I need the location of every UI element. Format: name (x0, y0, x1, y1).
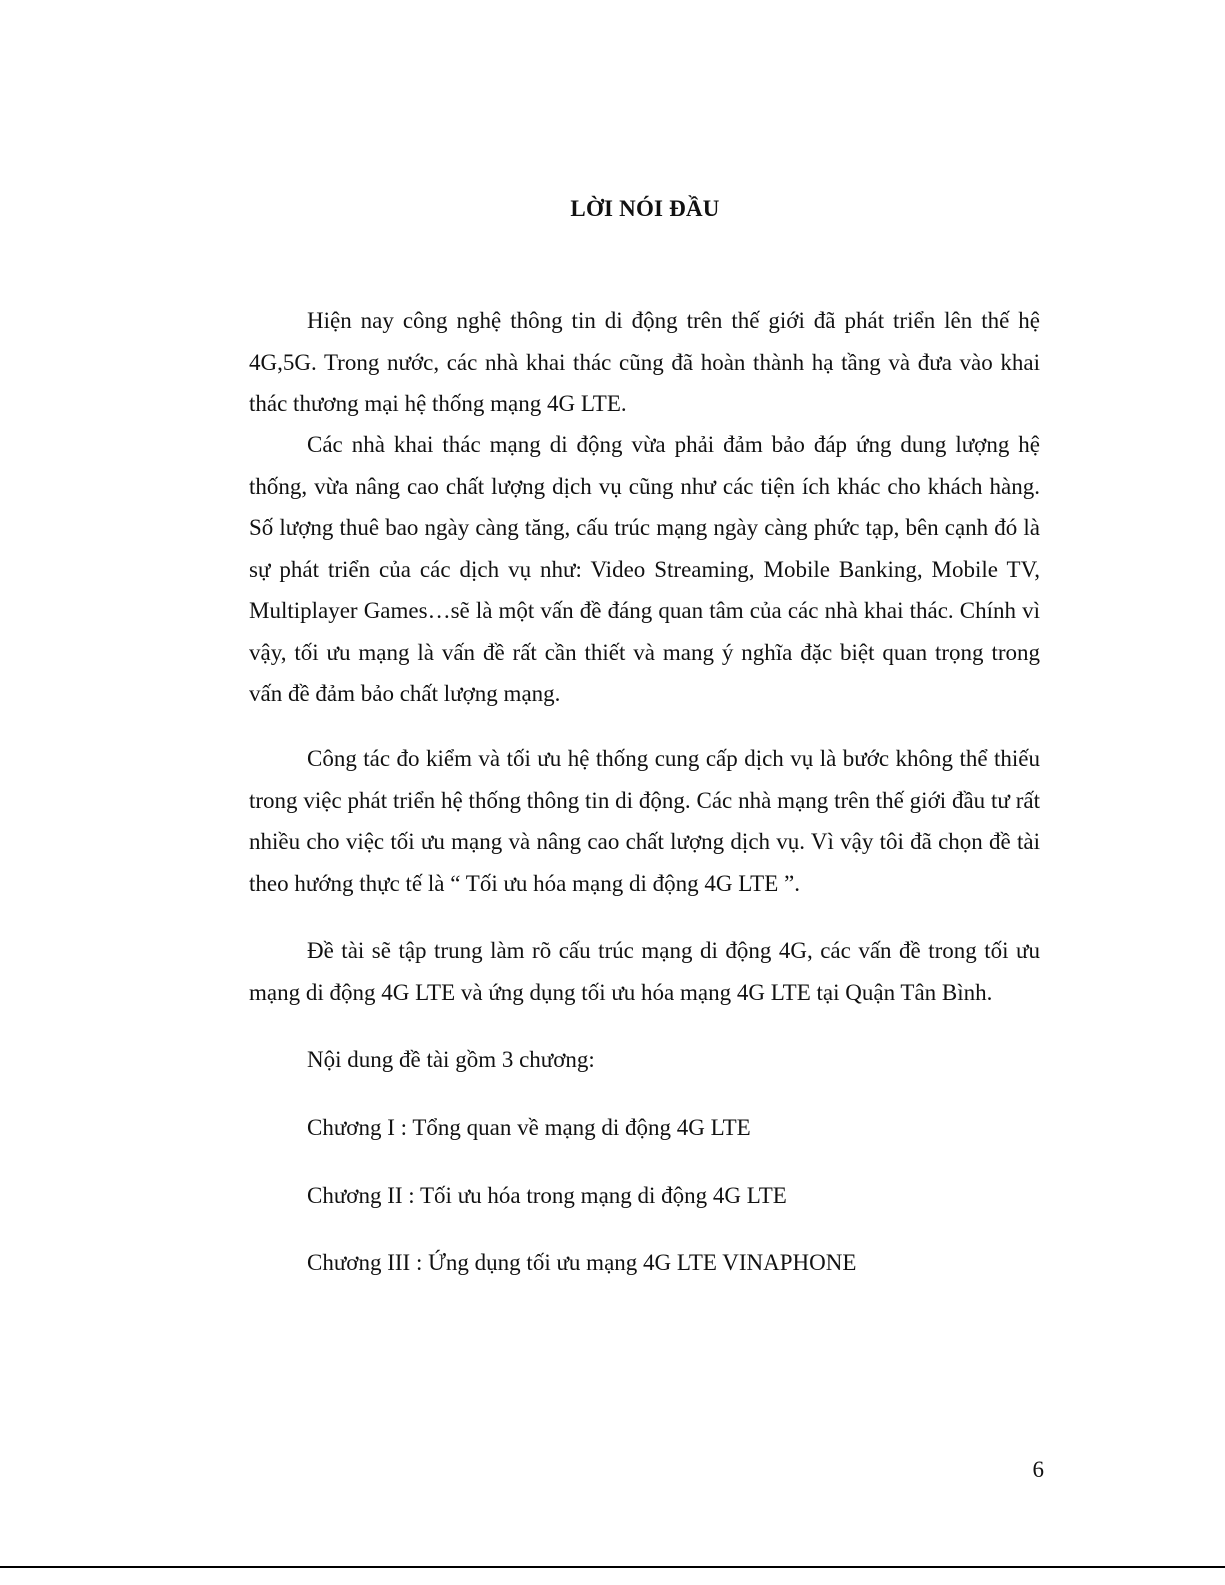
paragraph-intro (249, 300, 1040, 425)
contents-intro: Nội dung đề tài gồm 3 chương: (307, 1047, 595, 1072)
paragraph-testing (249, 738, 1040, 904)
chapter-1: Chương I : Tổng quan về mạng di động 4G LTE (307, 1115, 751, 1140)
paragraph-operators (249, 424, 1040, 715)
paragraph-text: Đề tài sẽ tập trung làm rõ cấu trúc mạng di động 4G, các vấn đề trong tối ưu mạng di động 4G LTE và ứng dụng tối ưu hóa mạng 4G LTE tại Quận Tân Bình. (249, 938, 1040, 1005)
page-number: 6 (1032, 1457, 1044, 1482)
paragraph-text: Hiện nay công nghệ thông tin di động trên thế giới đã phát triển lên thế hệ 4G,5G. Trong nước, các nhà khai thác cũng đã hoàn thành hạ tầng và đưa vào khai thác thương mại hệ thống mạng 4G LTE. (249, 308, 1040, 416)
paragraph-topic (249, 930, 1040, 1013)
chapter-3: Chương III : Ứng dụng tối ưu mạng 4G LTE VINAPHONE (307, 1250, 857, 1275)
chapter-2: Chương II : Tối ưu hóa trong mạng di động 4G LTE (307, 1183, 787, 1208)
paragraph-text: Các nhà khai thác mạng di động vừa phải đảm bảo đáp ứng dung lượng hệ thống, vừa nâng cao chất lượng dịch vụ cũng như các tiện ích khác cho khách hàng. Số lượng thuê bao ngày càng tăng, cấu trúc mạng ngày càng phức tạp, bên cạnh đó là sự phát triển của các dịch vụ như: Video Streaming, Mobile Banking, Mobile TV, Multiplayer Games…sẽ là một vấn đề đáng quan tâm của các nhà khai thác. Chính vì vậy, tối ưu mạng là vấn đề rất cần thiết và mang ý nghĩa đặc biệt quan trọng trong vấn đề đảm bảo chất lượng mạng. (249, 432, 1040, 706)
page-title: LỜI NÓI ĐẦU (570, 196, 720, 221)
paragraph-text: Công tác đo kiểm và tối ưu hệ thống cung cấp dịch vụ là bước không thể thiếu trong việc phát triển hệ thống thông tin di động. Các nhà mạng trên thế giới đầu tư rất nhiều cho việc tối ưu mạng và nâng cao chất lượng dịch vụ. Vì vậy tôi đã chọn đề tài theo hướng thực tế là “ Tối ưu hóa mạng di động 4G LTE ”. (249, 746, 1040, 896)
bottom-divider (0, 1566, 1225, 1568)
